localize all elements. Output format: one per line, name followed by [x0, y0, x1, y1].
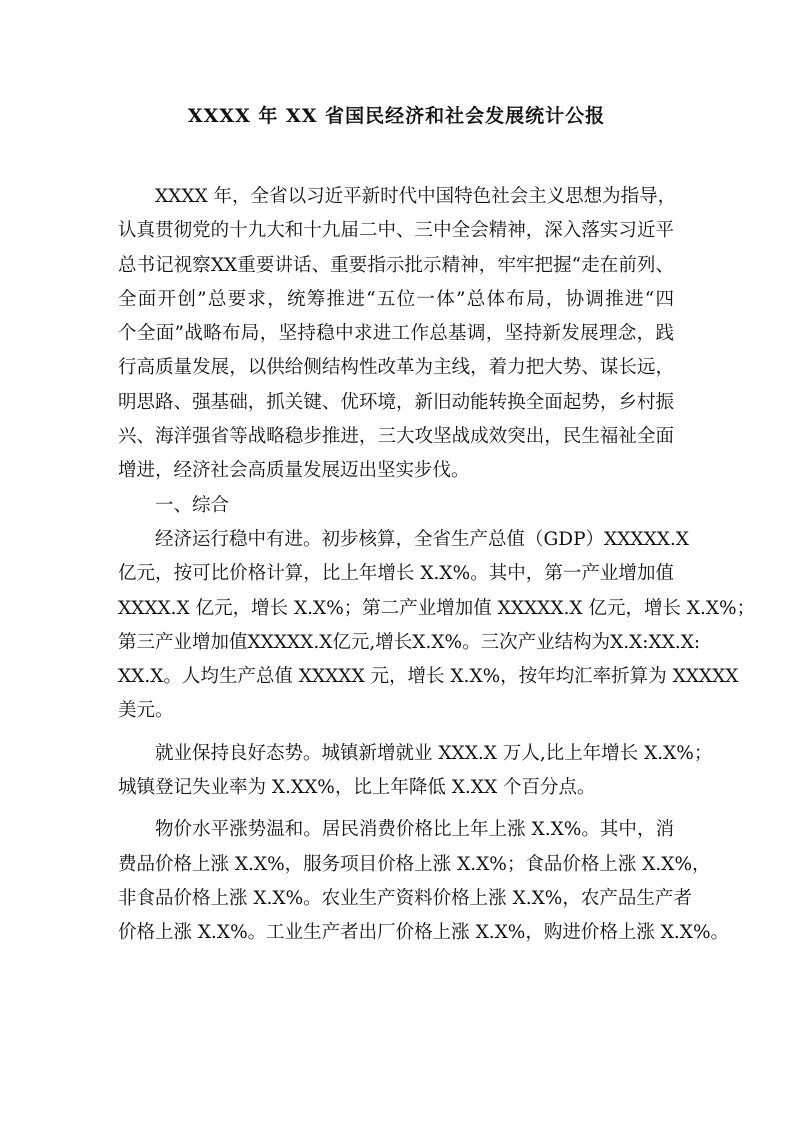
- page-title: XXXX 年 XX 省国民经济和社会发展统计公报: [187, 105, 606, 127]
- text-line: 增进，经济社会高质量发展迈出坚实步伐。: [118, 460, 470, 482]
- paragraph-gap: [118, 805, 674, 813]
- text-line: 兴、海洋强省等战略稳步推进，三大攻坚战成效突出，民生福祉全面: [118, 426, 674, 448]
- text-line: 价格上涨 X.X%。工业生产者出厂价格上涨 X.X%，购进价格上涨 X.X%。: [118, 922, 730, 944]
- text-line: 第三产业增加值XXXXX.X亿元,增长X.X%。三次产业结构为X.X:XX.X:: [118, 631, 701, 653]
- text-line: XXXX 年，全省以习近平新时代中国特色社会主义思想为指导，: [155, 186, 677, 207]
- section-heading-text: 一、综合: [155, 494, 230, 516]
- paragraph-gap: [118, 729, 674, 737]
- paragraph-prices: [118, 813, 730, 950]
- text-line: 城镇登记失业率为 X.XX%，比上年降低 X.XX 个百分点。: [118, 777, 596, 799]
- text-line: 总书记视察XX重要讲话、重要指示批示精神，牢牢把握“走在前列、: [118, 254, 674, 276]
- text-line: 行高质量发展，以供给侧结构性改革为主线，着力把大势、谋长远，: [118, 357, 674, 379]
- document-body: [118, 180, 756, 951]
- text-line: 就业保持良好态势。城镇新增就业 XXX.X 万人,比上年增长 X.X%；: [155, 742, 713, 764]
- text-line: 经济运行稳中有进。初步核算，全省生产总值（GDP）XXXXX.X: [155, 528, 689, 550]
- text-line: 全面开创”总要求，统筹推进“五位一体”总体布局，协调推进“四: [118, 288, 674, 310]
- paragraph-intro: [118, 180, 677, 489]
- text-line: 美元。: [118, 700, 174, 722]
- text-line: 费品价格上涨 X.X%，服务项目价格上涨 X.X%；食品价格上涨 X.X%，: [118, 853, 711, 875]
- text-line: XX.X。人均生产总值 XXXXX 元，增长 X.X%，按年均汇率折算为 XXXXX: [118, 666, 739, 688]
- paragraph-economy: [118, 523, 756, 729]
- text-line: 个全面”战略布局，坚持稳中求进工作总基调，坚持新发展理念，践: [118, 323, 674, 345]
- text-line: 亿元，按可比价格计算，比上年增长 X.X%。其中，第一产业增加值: [118, 563, 674, 585]
- text-line: 物价水平涨势温和。居民消费价格比上年上涨 X.X%。其中，消: [155, 819, 674, 841]
- text-line: XXXX.X 亿元，增长 X.X%；第二产业增加值 XXXXX.X 亿元，增长 X.X%；: [118, 597, 756, 619]
- section-heading: [118, 489, 674, 523]
- text-line: 非食品价格上涨 X.X%。农业生产资料价格上涨 X.X%，农产品生产者: [118, 887, 692, 909]
- text-line: 明思路、强基础，抓关键、优环境，新旧动能转换全面起势，乡村振: [118, 391, 674, 413]
- text-line: 认真贯彻党的十九大和十九届二中、三中全会精神，深入落实习近平: [118, 220, 674, 242]
- paragraph-employment: [118, 737, 713, 806]
